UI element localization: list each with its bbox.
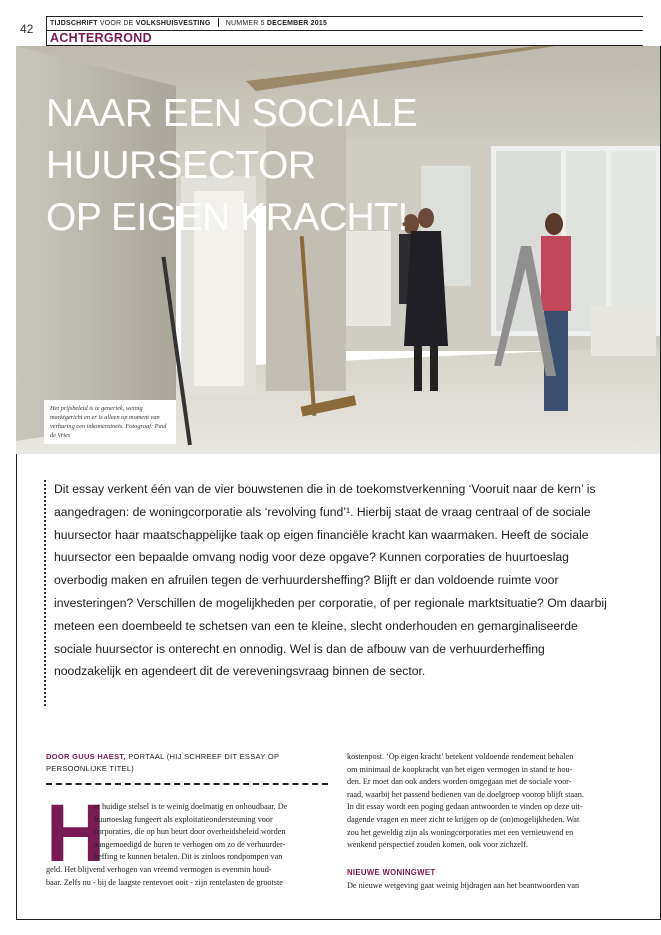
body-line: den. Er moet dan ook anders worden omgegaan met de sociale voor- bbox=[347, 777, 572, 787]
journal-mid: VOOR DE bbox=[99, 20, 134, 27]
title-line-3: OP EIGEN KRACHT! bbox=[46, 196, 408, 239]
page-frame-bottom bbox=[16, 919, 661, 920]
body-column-2 bbox=[347, 751, 637, 852]
body-line: wenkend perspectief zouden komen, ook voor zichzelf. bbox=[347, 840, 528, 850]
article-title bbox=[46, 88, 417, 244]
body-line: om minimaal de koopkracht van het eigen vermogen in stand te hou- bbox=[347, 764, 573, 774]
issue-date: DECEMBER 2015 bbox=[266, 20, 328, 27]
body-line: kostenpost. ‘Op eigen kracht’ betekent voldoende rendement behalen bbox=[347, 752, 574, 761]
page-frame-left bbox=[16, 454, 17, 920]
body-line: baar. Zelfs nu - bij de laagste rentevoet ooit - zijn rentelasten de grootste bbox=[46, 877, 283, 887]
issue-number: NUMMER 5 bbox=[225, 20, 265, 27]
drop-cap: H bbox=[46, 788, 106, 879]
byline-prefix: DOOR bbox=[46, 752, 70, 761]
journal-header bbox=[50, 18, 327, 27]
body-line: geld. Het blijvend verhogen van vreemd vermogen is evenmin houd- bbox=[46, 864, 272, 874]
body-line: In dit essay wordt een poging gedaan antwoorden te vinden op deze uit- bbox=[347, 802, 583, 812]
article-intro: Dit essay verkent één van de vier bouwstenen die in de toekomstverkenning ‘Vooruit naar de kern’ is aangedragen: de woningcorporatie als ‘revolving fund’¹. Hierbij staat de vraag centraal of de sociale huursector haar maatschappelijke taak op eigen financiële kracht kan waarmaken. Heeft de sociale huursector een bepaalde omvang nodig voor deze opgave? Kunnen corporaties de huurtoeslag overbodig maken en afruilen tegen de verhuurdersheffing? Blijft er dan voldoende ruimte voor investeringen? Verschillen de mogelijkheden per corporatie, of per regionale marktsituatie? Om daarbij meteen een doembeeld te schetsen van een te kleine, slecht onderhouden en gemarginaliseerde sociale huursector is onterecht en onnodig. Wel is dan de afbouw van de verhuurderheffing noodzakelijk en agendeert dit de vereveningsvraag binnen de sector. bbox=[54, 482, 607, 679]
body-line: et huidige stelsel is te weinig doelmatig en onhoudbaar. De bbox=[94, 802, 288, 811]
body-line: huurtoeslag fungeert als exploitatieondersteuning voor bbox=[94, 814, 273, 824]
body-line: heffing te kunnen betalen. Dit is zinloos rondpompen van bbox=[94, 852, 283, 862]
journal-name: VOLKSHUISVESTING bbox=[135, 20, 211, 27]
subheading: NIEUWE WONINGWET bbox=[347, 868, 436, 877]
intro-dotted-border bbox=[44, 480, 46, 706]
byline-rule bbox=[46, 783, 328, 785]
journal-prefix: TIJDSCHRIFT bbox=[50, 20, 98, 27]
header-divider bbox=[46, 16, 47, 46]
body-line: aangemoedigd de huren te verhogen om zo de verhuurder- bbox=[94, 839, 286, 849]
photo-caption: Het prijsbeleid is te generiek, weinig marktgericht en er is alleen op moment van verhuring een inkomenstoets. Fotograaf: Paul de Vries bbox=[44, 400, 176, 444]
header-separator bbox=[218, 18, 219, 27]
body-line: corporaties, die op hun beurt door overheidsbeleid worden bbox=[94, 827, 286, 837]
body-column-1 bbox=[46, 788, 328, 889]
page-number: 42 bbox=[20, 22, 34, 36]
body-line: De nieuwe wetgeving gaat weinig bijdragen aan het beantwoorden van bbox=[347, 881, 580, 890]
byline bbox=[46, 751, 328, 775]
title-line-2: HUURSECTOR bbox=[46, 144, 316, 187]
body-line: zou het geweldig zijn als woningcorporaties met een vernieuwend en bbox=[347, 827, 574, 837]
title-line-1: NAAR EEN SOCIALE bbox=[46, 92, 418, 135]
body-line: dagende vragen en meer zicht te krijgen op de (on)mogelijkheden. Wat bbox=[347, 814, 580, 824]
byline-affiliation: PORTAAL (HIJ SCHREEF DIT ESSAY OP PERSOONLIJKE TITEL) bbox=[46, 752, 280, 773]
byline-author: GUUS HAEST, bbox=[72, 752, 126, 761]
section-label: ACHTERGROND bbox=[50, 31, 152, 45]
body-line: raad, waarbij het passend bedienen van de doelgroep voorop blijft staan. bbox=[347, 789, 584, 799]
header-top-rule bbox=[46, 16, 643, 17]
